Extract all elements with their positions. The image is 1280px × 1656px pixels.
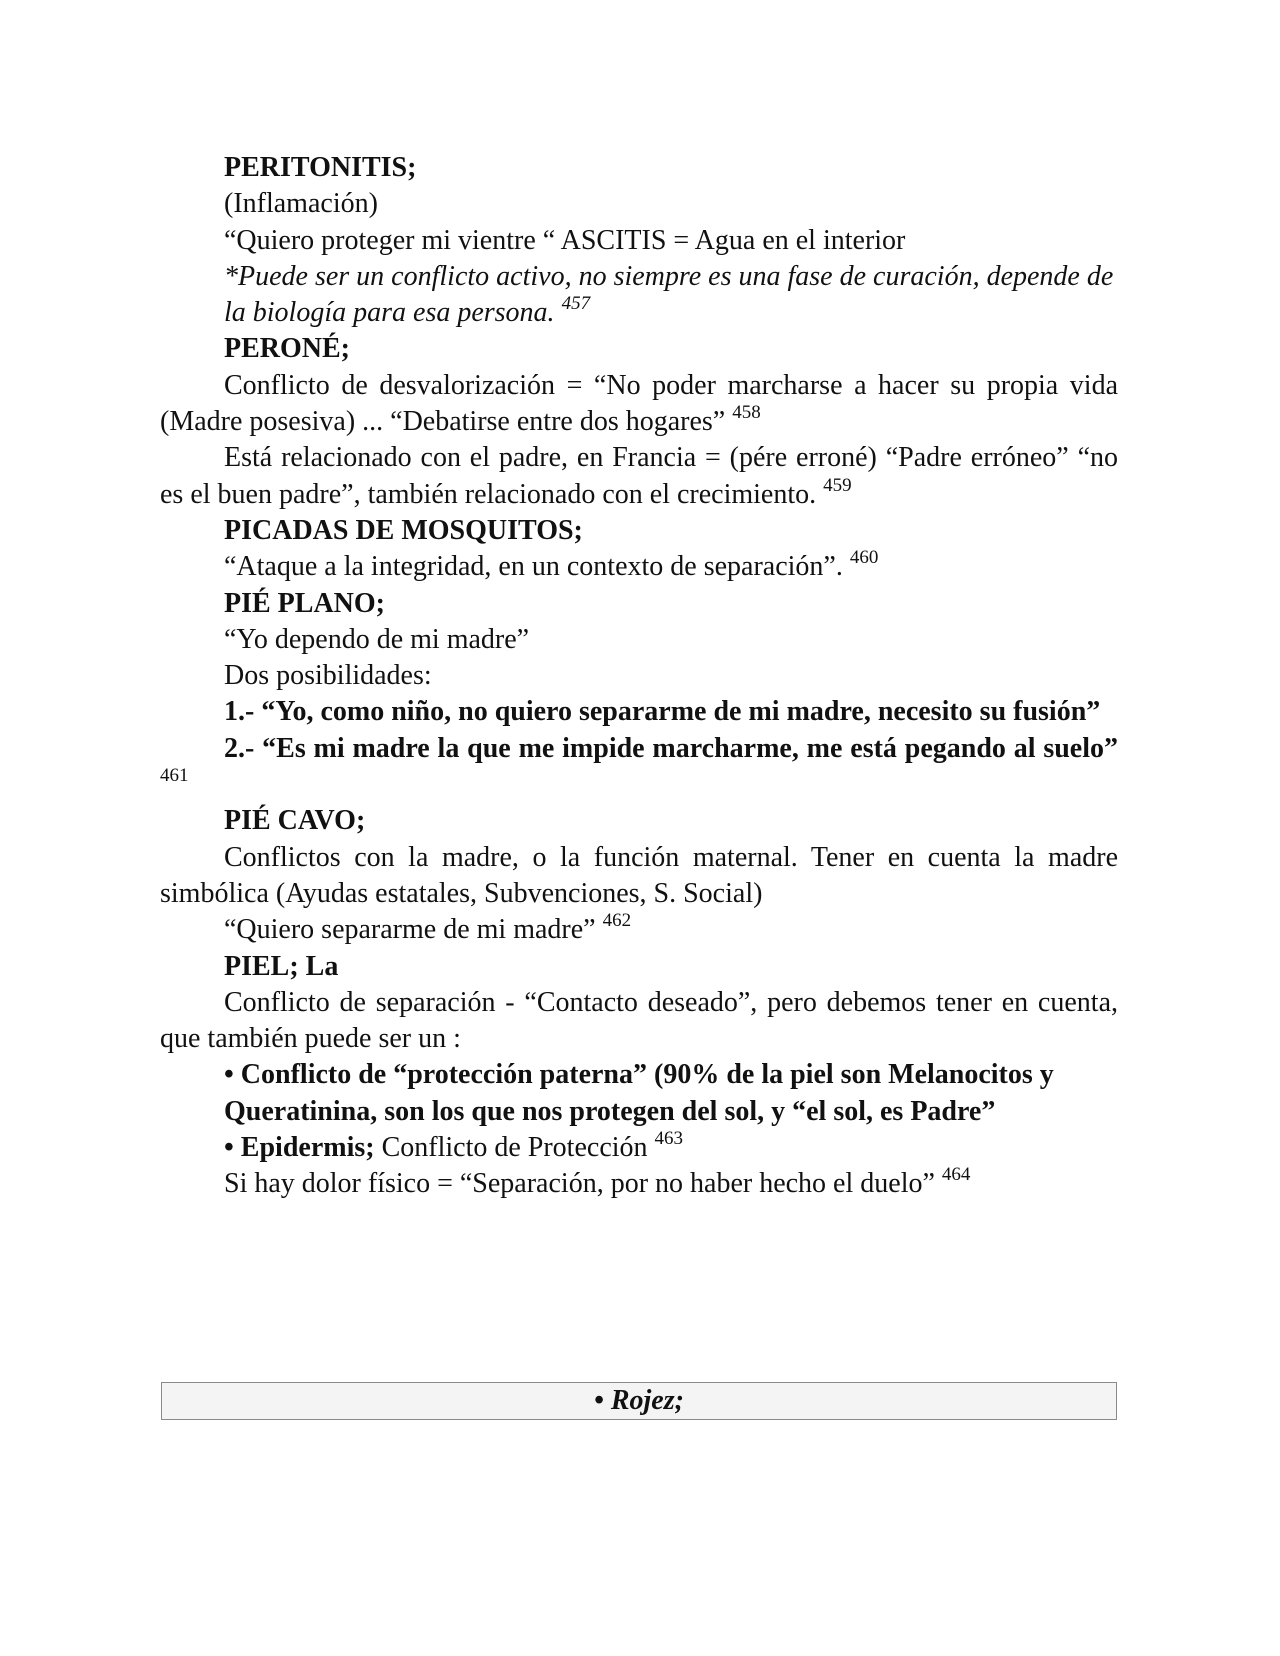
rojez-box: • Rojez; xyxy=(161,1382,1117,1420)
perone-paragraph-1 xyxy=(160,368,1118,441)
pie-cavo-paragraph-1: Conflictos con la madre, o la función maternal. Tener en cuenta la madre simbólica (Ayudas estatales, Subvenciones, S. Social) xyxy=(160,841,1118,909)
pie-plano-intro: Dos posibilidades: xyxy=(224,660,432,692)
footnote-ref-459: 459 xyxy=(823,474,852,496)
picadas-text: “Ataque a la integridad, en un contexto de separación”. xyxy=(224,551,843,583)
document-page xyxy=(160,150,1118,1203)
footnote-ref-462: 462 xyxy=(602,910,632,932)
piel-paragraph-2 xyxy=(160,1166,1118,1202)
entry-heading-pie-cavo: PIÉ CAVO; xyxy=(224,805,366,837)
entry-heading-piel: PIEL; La xyxy=(224,950,339,982)
picadas-paragraph xyxy=(160,549,1118,585)
pie-plano-option-2-text: 2.- “Es mi madre la que me impide marcharme, me está pegando al suelo” xyxy=(224,732,1118,764)
entry-heading-picadas: PICADAS DE MOSQUITOS; xyxy=(224,514,583,546)
pie-plano-option-2 xyxy=(160,731,1118,804)
peritonitis-subtitle: (Inflamación) xyxy=(224,188,378,220)
peritonitis-note-continuation xyxy=(160,295,1118,331)
piel-bullet-1: • Conflicto de “protección paterna” (90% de la piel son Melanocitos y xyxy=(224,1059,1054,1091)
perone-text-2: Está relacionado con el padre, en Francia = (pére erroné) “Padre erróneo” “no es el buen padre”, también relacionado con el crecimiento. xyxy=(160,442,1118,510)
footnote-ref-457: 457 xyxy=(561,293,591,315)
piel-bullet-2-label: • Epidermis; xyxy=(224,1132,375,1164)
footnote-ref-461: 461 xyxy=(160,765,189,787)
peritonitis-quote: “Quiero proteger mi vientre “ ASCITIS = Agua en el interior xyxy=(224,224,906,256)
entry-heading-pie-plano: PIÉ PLANO; xyxy=(224,587,385,619)
pie-cavo-paragraph-2 xyxy=(160,912,1118,948)
peritonitis-note xyxy=(160,259,1118,295)
piel-bullet-2-text: Conflicto de Protección xyxy=(374,1132,648,1164)
perone-paragraph-2 xyxy=(160,440,1118,513)
footnote-ref-464: 464 xyxy=(941,1164,971,1186)
pie-plano-quote: “Yo dependo de mi madre” xyxy=(224,623,530,655)
pie-plano-option-1: 1.- “Yo, como niño, no quiero separarme de mi madre, necesito su fusión” xyxy=(224,696,1101,728)
footnote-ref-460: 460 xyxy=(849,547,879,569)
piel-paragraph-1: Conflicto de separación - “Contacto deseado”, pero debemos tener en cuenta, que también puede ser un : xyxy=(160,986,1118,1055)
piel-text-2: Si hay dolor físico = “Separación, por no haber hecho el duelo” xyxy=(224,1168,935,1200)
footnote-ref-458: 458 xyxy=(732,402,761,424)
entry-heading-perone: PERONÉ; xyxy=(224,333,350,365)
footnote-ref-463: 463 xyxy=(654,1128,684,1150)
perone-text-1: Conflicto de desvalorización = “No poder marcharse a hacer su propia vida (Madre posesiva) ... “Debatirse entre dos hogares” xyxy=(160,369,1118,438)
entry-heading-peritonitis: PERITONITIS; xyxy=(224,152,417,183)
pie-cavo-quote: “Quiero separarme de mi madre” xyxy=(224,914,596,946)
peritonitis-note-line2: la biología para esa persona. xyxy=(224,297,555,329)
piel-bullet-1-continuation: Queratinina, son los que nos protegen del sol, y “el sol, es Padre” xyxy=(224,1095,996,1127)
peritonitis-note-line1: *Puede ser un conflicto activo, no siempre es una fase de curación, depende de xyxy=(224,260,1114,292)
piel-bullet-2 xyxy=(160,1130,1118,1166)
